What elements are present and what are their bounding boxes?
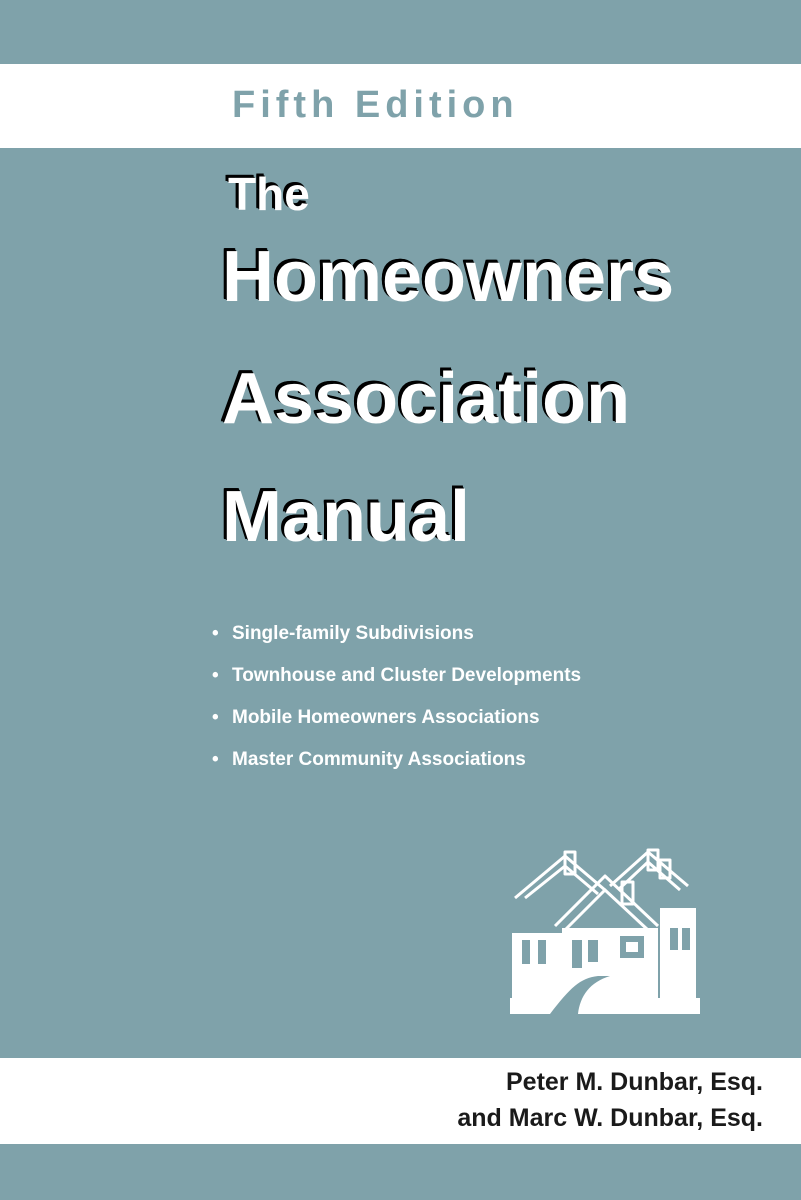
bullet-icon: • — [212, 623, 219, 644]
feature-text: Master Community Associations — [232, 749, 526, 770]
feature-text: Mobile Homeowners Associations — [232, 707, 540, 728]
edition-label: Fifth Edition — [232, 84, 519, 126]
feature-item — [212, 664, 581, 706]
title-line-4: Manual — [222, 477, 471, 557]
author-line-1: Peter M. Dunbar, Esq. — [505, 1068, 763, 1096]
bullet-icon: • — [212, 707, 219, 728]
title-line-1: The — [228, 168, 310, 220]
bullet-icon: • — [212, 665, 219, 686]
feature-item — [212, 748, 581, 790]
feature-text: Townhouse and Cluster Developments — [232, 665, 582, 686]
author-line-2: and Marc W. Dunbar, Esq. — [457, 1104, 763, 1132]
bullet-icon: • — [212, 749, 219, 770]
houses-icon — [510, 848, 700, 1018]
title-line-3: Association — [222, 359, 631, 439]
feature-item — [212, 622, 581, 664]
feature-list — [212, 622, 581, 790]
feature-item — [212, 706, 581, 748]
title-line-2: Homeowners — [222, 237, 675, 317]
feature-text: Single-family Subdivisions — [232, 623, 474, 644]
